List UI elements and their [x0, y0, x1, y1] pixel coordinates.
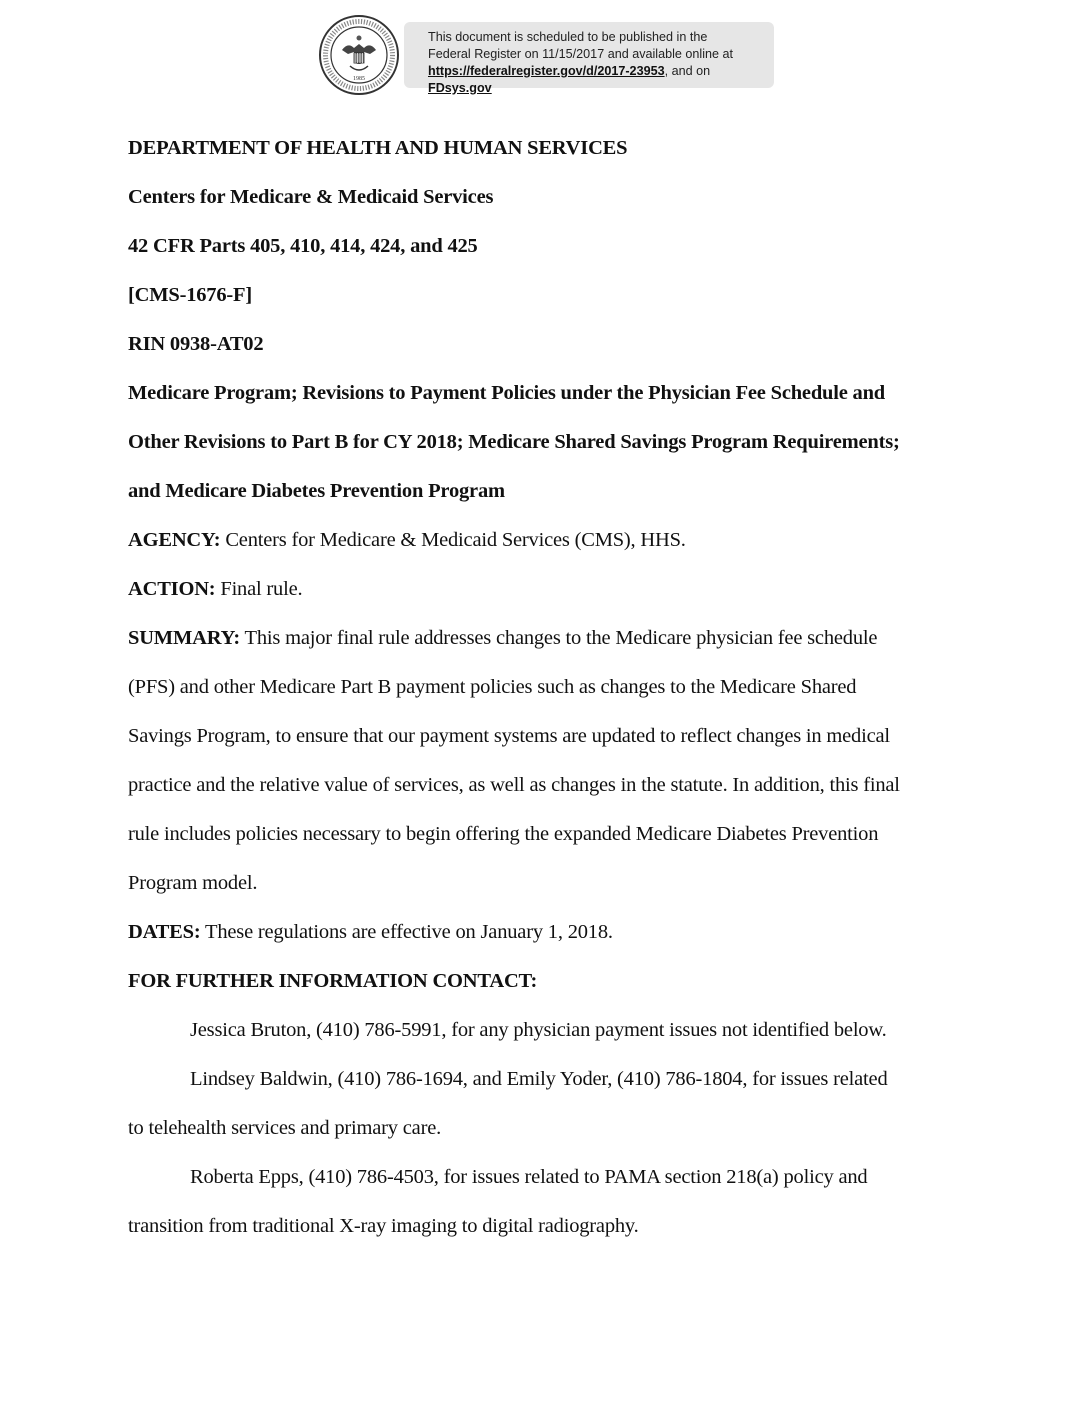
dates-line: [128, 908, 968, 957]
agency-heading: Centers for Medicare & Medicaid Services: [128, 186, 494, 208]
action-text: Final rule.: [215, 578, 303, 600]
fdsys-link[interactable]: FDsys.gov: [428, 81, 492, 95]
document-body: [128, 124, 968, 1251]
summary-line-1: [128, 614, 968, 663]
contact-line-2b: to telehealth services and primary care.: [128, 1117, 442, 1139]
summary-label: SUMMARY:: [128, 627, 240, 649]
publication-notice: [404, 22, 774, 95]
publication-header: [318, 14, 778, 95]
national-archives-seal-icon: [318, 14, 400, 96]
notice-line-2: Federal Register on 11/15/2017 and available online at: [428, 47, 734, 61]
notice-line-1: This document is scheduled to be published in the: [428, 30, 708, 44]
summary-line-6: Program model.: [128, 872, 258, 894]
summary-line-5: rule includes policies necessary to begin offering the expanded Medicare Diabetes Prevention: [128, 823, 879, 845]
rule-title-line-3: and Medicare Diabetes Prevention Program: [128, 480, 505, 502]
department-heading: DEPARTMENT OF HEALTH AND HUMAN SERVICES: [128, 137, 628, 159]
summary-line-4: practice and the relative value of services, as well as changes in the statute. In addition, this final: [128, 774, 900, 796]
rin-number: RIN 0938-AT02: [128, 333, 264, 355]
contact-line-3a: Roberta Epps, (410) 786-4503, for issues related to PAMA section 218(a) policy and: [190, 1166, 868, 1188]
summary-line-3: Savings Program, to ensure that our payment systems are updated to reflect changes in medical: [128, 725, 890, 747]
federal-register-link[interactable]: https://federalregister.gov/d/2017-23953: [428, 64, 665, 78]
cfr-parts: 42 CFR Parts 405, 410, 414, 424, and 425: [128, 235, 478, 257]
rule-title-line-2: Other Revisions to Part B for CY 2018; Medicare Shared Savings Program Requirements;: [128, 431, 900, 453]
rule-title-line-1: Medicare Program; Revisions to Payment Policies under the Physician Fee Schedule and: [128, 382, 886, 404]
summary-text-1: This major final rule addresses changes to the Medicare physician fee schedule: [239, 627, 878, 649]
agency-text: Centers for Medicare & Medicaid Services (CMS), HHS.: [220, 529, 686, 551]
docket-number: [CMS-1676-F]: [128, 284, 252, 306]
agency-label: AGENCY:: [128, 529, 221, 551]
contact-line-1: Jessica Bruton, (410) 786-5991, for any physician payment issues not identified below.: [190, 1019, 887, 1041]
contact-heading: FOR FURTHER INFORMATION CONTACT:: [128, 970, 538, 992]
action-label: ACTION:: [128, 578, 216, 600]
dates-label: DATES:: [128, 921, 201, 943]
summary-line-2: (PFS) and other Medicare Part B payment policies such as changes to the Medicare Shared: [128, 676, 857, 698]
contact-line-3b: transition from traditional X-ray imaging to digital radiography.: [128, 1215, 639, 1237]
dates-text: These regulations are effective on January 1, 2018.: [200, 921, 613, 943]
notice-connector: , and on: [664, 64, 711, 78]
agency-line: [128, 516, 968, 565]
contact-line-2a: Lindsey Baldwin, (410) 786-1694, and Emily Yoder, (410) 786-1804, for issues related: [190, 1068, 888, 1090]
seal-year: 1985: [353, 76, 365, 82]
notice-line-3: [428, 63, 774, 97]
action-line: [128, 565, 968, 614]
